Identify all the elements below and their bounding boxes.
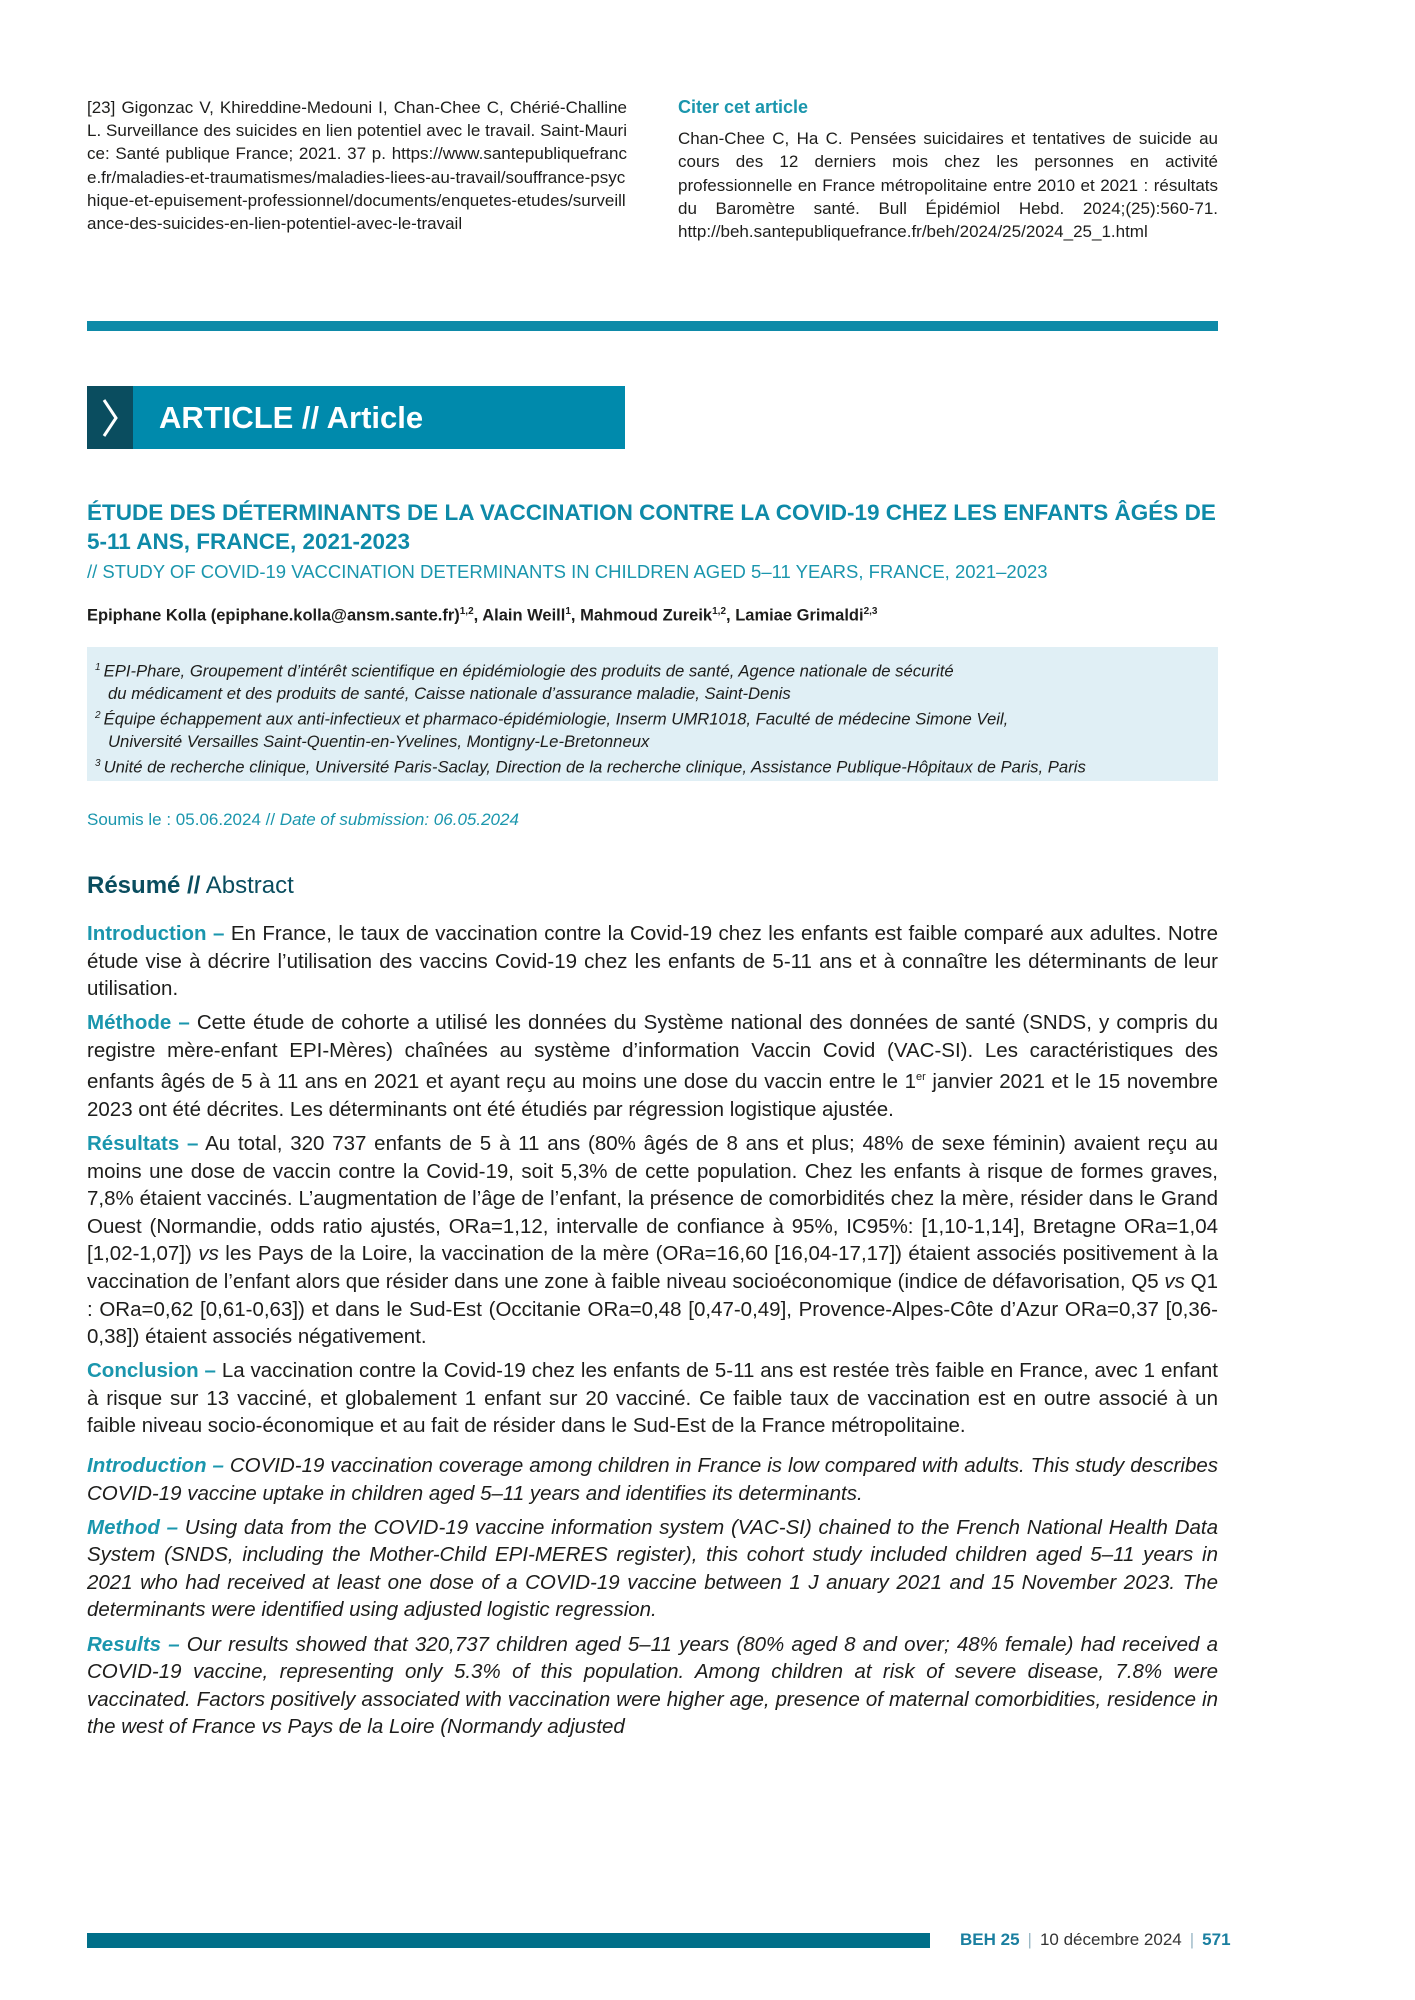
section-label: Méthode – [87, 1011, 190, 1035]
section-text: La vaccination contre la Covid-19 chez les enfants de 5-11 ans est restée très faible en France, avec 1 enfant à risque sur 13 vacciné, et globalement 1 enfant sur 20 vacciné. Ce faible taux de vaccination est en outre associé à un faible niveau socio-économique et au fait de résider dans le Sud-Est de la France métropolitaine. [87, 1359, 1218, 1438]
affil-num: 2 [95, 710, 101, 722]
author-affil-sup: 2,3 [863, 606, 878, 617]
section-text: COVID-19 vaccination coverage among children in France is low compared with adults. This study describes COVID-19 vaccine uptake in children aged 5–11 years and identifies its determinants. [87, 1454, 1218, 1505]
affil-line: du médicament et des produits de santé, Caisse nationale d’assurance maladie, Saint-Denis [108, 683, 791, 703]
abstract-heading-en: Abstract [200, 872, 294, 899]
top-divider [87, 321, 1218, 331]
chevron-right-icon [87, 386, 133, 449]
page-number: 571 [1202, 1930, 1231, 1949]
author: Epiphane Kolla (epiphane.kolla@ansm.sante.fr) [87, 606, 460, 625]
section-label: Results – [87, 1632, 180, 1656]
banner-label: ARTICLE // Article [159, 400, 424, 435]
footer-bar [87, 1933, 930, 1948]
author: Lamiae Grimaldi [735, 606, 864, 625]
affiliation-2 [95, 705, 1218, 753]
affiliation-3 [95, 753, 1218, 779]
article-title: ÉTUDE DES DÉTERMINANTS DE LA VACCINATION CONTRE LA COVID-19 CHEZ LES ENFANTS ÂGÉS DE 5-11 ANS, FRANCE, 2021-2023 [87, 500, 1216, 554]
affiliation-1 [95, 657, 1218, 705]
section-text: Q1 : ORa=0,62 [0,61-0,63]) et dans le Sud-Est (Occitanie ORa=0,48 [0,47-0,49], Provence-Alpes-Côte d’Azur ORa=0,37 [0,36-0,38]) étaient associés négativement. [87, 1269, 1218, 1349]
cite-article-title: Citer cet article [678, 97, 809, 117]
reference-23: [23] Gigonzac V, Khireddine-Medouni I, Chan-Chee C, Chérié-Challine L. Surveillance des suicides en lien potentiel avec le travail. Saint-Maurice: Santé publique France; 2021. 37 p. https://www.santepubliquefrance.fr/maladies-et-traumatismes/maladies-liees-au-travail/souffrance-psychique-et-epuisement-professionnel/documents/enquetes-etudes/surveillance-des-suicides-en-lien-potentiel-avec-le-travail [87, 98, 627, 234]
submission-fr: Soumis le : 05.06.2024 // [87, 810, 280, 829]
submission-date [87, 810, 519, 830]
section-text: Cette étude de cohorte a utilisé les données du Système national des données de santé (SNDS, y compris du registre mère-enfant EPI-Mères) chaînées au système d’information Vaccin Covid (VAC-SI). Les caractéristiques des enfants âgés de 5 à 11 ans en 2021 et ayant reçu au moins une dose du vaccin entre le 1 [87, 1011, 1218, 1094]
author: Mahmoud Zureik [580, 606, 713, 625]
vs-italic: vs [198, 1242, 219, 1266]
affil-line: EPI-Phare, Groupement d’intérêt scientifique en épidémiologie des produits de santé, Agence nationale de sécurité [103, 661, 954, 681]
abstract-en-results [87, 1631, 1218, 1741]
affil-num: 1 [95, 662, 101, 673]
section-label: Introduction – [87, 1454, 224, 1478]
author-sep: , [473, 606, 483, 625]
author-affil-sup: 1,2 [459, 606, 474, 617]
author-list [87, 606, 1227, 626]
submission-en: Date of submission: 06.05.2024 [279, 810, 519, 829]
section-label: Conclusion – [87, 1359, 216, 1383]
affil-line: Université Versailles Saint-Quentin-en-Yvelines, Montigny-Le-Bretonneux [108, 732, 650, 752]
abstract-fr-conclusion [87, 1357, 1218, 1440]
ordinal-sup: er [916, 1071, 926, 1084]
abstract-heading [87, 872, 294, 900]
article-banner [87, 386, 625, 449]
abstract-fr-methode [87, 1009, 1218, 1123]
abstract-heading-fr: Résumé // [87, 872, 201, 899]
section-text: janvier 2021 et le 15 novembre 2023 ont été décrites. Les déterminants ont été étudiés par régression logistique ajustée. [87, 1070, 1218, 1121]
affil-line: Unité de recherche clinique, Université Paris-Saclay, Direction de la recherche clinique, Assistance Publique-Hôpitaux de Paris, Paris [103, 757, 1086, 777]
abstract-fr-resultats [87, 1130, 1218, 1351]
article-subtitle: // STUDY OF COVID-19 VACCINATION DETERMINANTS IN CHILDREN AGED 5–11 YEARS, FRANCE, 2021–2023 [87, 561, 1048, 582]
affil-num: 3 [95, 758, 101, 770]
abstract-fr-introduction [87, 920, 1218, 1003]
cite-article-text: Chan-Chee C, Ha C. Pensées suicidaires et tentatives de suicide au cours des 12 derniers mois chez les personnes en activité professionnelle en France métropolitaine entre 2010 et 2021 : résultats du Baromètre santé. Bull Épidémiol Hebd. 2024;(25):560-71. http://beh.santepubliquefrance.fr/beh/2024/25/2024_25_1.html [678, 129, 1218, 242]
section-text: En France, le taux de vaccination contre la Covid-19 chez les enfants est faible comparé aux adultes. Notre étude vise à décrire l’utilisation des vaccins Covid-19 chez les enfants de 5-11 ans et à connaître les déterminants de leur utilisation. [87, 922, 1219, 1001]
author: Alain Weill [482, 606, 566, 625]
abstract-body [87, 920, 1218, 1747]
abstract-en-method [87, 1514, 1218, 1624]
section-text: Au total, 320 737 enfants de 5 à 11 ans (80% âgés de 8 ans et plus; 48% de sexe féminin) avaient reçu au moins une dose de vaccin contre la Covid-19, soit 5,3% de cette population. Chez les enfants à risque de formes graves, 7,8% étaient vaccinés. L’augmentation de l’âge de l’enfant, la présence de comorbidités chez la mère, résider dans le Grand Ouest (Normandie, odds ratio ajustés, ORa=1,12, intervalle de confiance à 95%, IC95%: [1,10-1,14], Bretagne ORa=1,04 [1,02-1,07]) [87, 1131, 1218, 1266]
section-label: Method – [87, 1515, 179, 1539]
section-text: Using data from the COVID-19 vaccine information system (VAC-SI) chained to the French National Health Data System (SNDS, including the Mother-Child EPI-MERES register), this cohort study included children aged 5–11 years in 2021 who had received at least one dose of a COVID-19 vaccine between 1 J anuary 2021 and 15 November 2023. The determinants were identified using adjusted logistic regression. [87, 1515, 1219, 1622]
section-label: Résultats – [87, 1131, 199, 1155]
section-text: les Pays de la Loire, la vaccination de la mère (ORa=16,60 [16,04-17,17]) étaient associés positivement à la vaccination de l’enfant alors que résider dans une zone à faible niveau socioéconomique (indice de défavorisation, Q5 [87, 1242, 1219, 1293]
abstract-en-introduction [87, 1452, 1218, 1507]
section-text: Our results showed that 320,737 children aged 5–11 years (80% aged 8 and over; 48% female) had received a COVID-19 vaccine, representing only 5.3% of this population. Among children at risk of severe disease, 7.8% were vaccinated. Factors positively associated with vaccination were higher age, presence of maternal comorbidities, residence in the west of France vs Pays de la Loire (Normandy adjusted [87, 1632, 1218, 1739]
section-label: Introduction – [87, 922, 225, 945]
page-footer: BEH 25 | 10 décembre 2024 | 571 [960, 1930, 1231, 1949]
author-sep: , [726, 606, 736, 625]
vs-italic: vs [1164, 1269, 1185, 1293]
author-affil-sup: 1 [565, 606, 571, 617]
journal-issue: BEH 25 [960, 1930, 1020, 1949]
issue-date: 10 décembre 2024 [1039, 1930, 1182, 1949]
affil-line: Équipe échappement aux anti-infectieux et pharmaco-épidémiologie, Inserm UMR1018, Faculté de médecine Simone Veil, [103, 709, 1009, 729]
author-sep: , [570, 606, 581, 625]
affiliations-box [87, 647, 1218, 781]
cite-article-block [678, 96, 1218, 243]
author-affil-sup: 1,2 [712, 606, 727, 617]
